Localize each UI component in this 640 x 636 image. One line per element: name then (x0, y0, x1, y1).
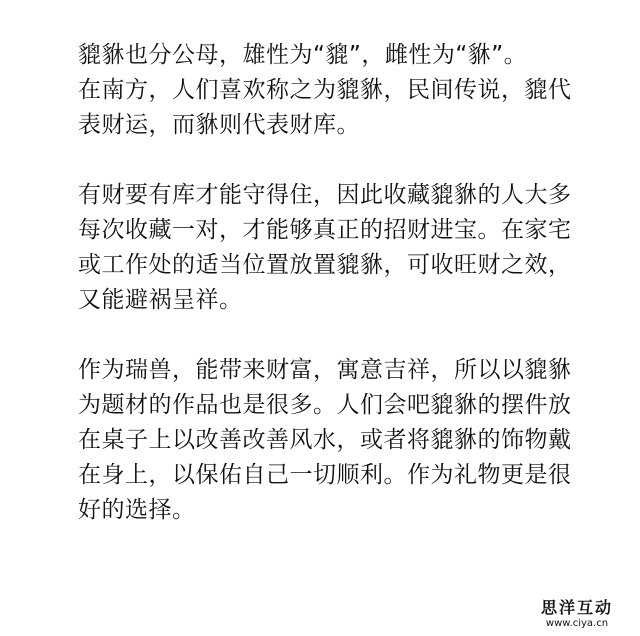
text-line: 为题材的作品也是很多。人们会吧貔貅的摆件放 (78, 392, 572, 418)
text-line: 又能避祸呈祥。 (78, 287, 243, 313)
text-line: 或工作处的适当位置放置貔貅，可收旺财之效， (78, 252, 572, 278)
paragraph-spacer (78, 318, 598, 353)
article-body (78, 38, 598, 528)
paragraph-spacer (78, 143, 598, 178)
text-line: 在身上，以保佑自己一切顺利。作为礼物更是很 (78, 462, 572, 488)
paragraph-2 (78, 178, 598, 318)
text-line: 表财运，而貅则代表财库。 (78, 112, 360, 138)
watermark-title: 思洋互动 (540, 598, 613, 617)
text-line: 有财要有库才能守得住，因此收藏貔貅的人大多 (78, 182, 572, 208)
watermark-url: www.ciya.cn (545, 618, 609, 629)
text-line: 貔貅也分公母，雄性为“貔”，雌性为“貅”。 (78, 42, 528, 68)
paragraph-3 (78, 353, 598, 528)
text-line: 作为瑞兽，能带来财富，寓意吉祥，所以以貔貅 (78, 357, 572, 383)
text-line: 每次收藏一对，才能够真正的招财进宝。在家宅 (78, 217, 572, 243)
text-line: 好的选择。 (78, 497, 196, 523)
paragraph-1 (78, 38, 598, 143)
text-line: 在南方，人们喜欢称之为貔貅，民间传说，貔代 (78, 77, 572, 103)
text-line: 在桌子上以改善改善风水，或者将貔貅的饰物戴 (78, 427, 572, 453)
watermark (522, 598, 632, 630)
